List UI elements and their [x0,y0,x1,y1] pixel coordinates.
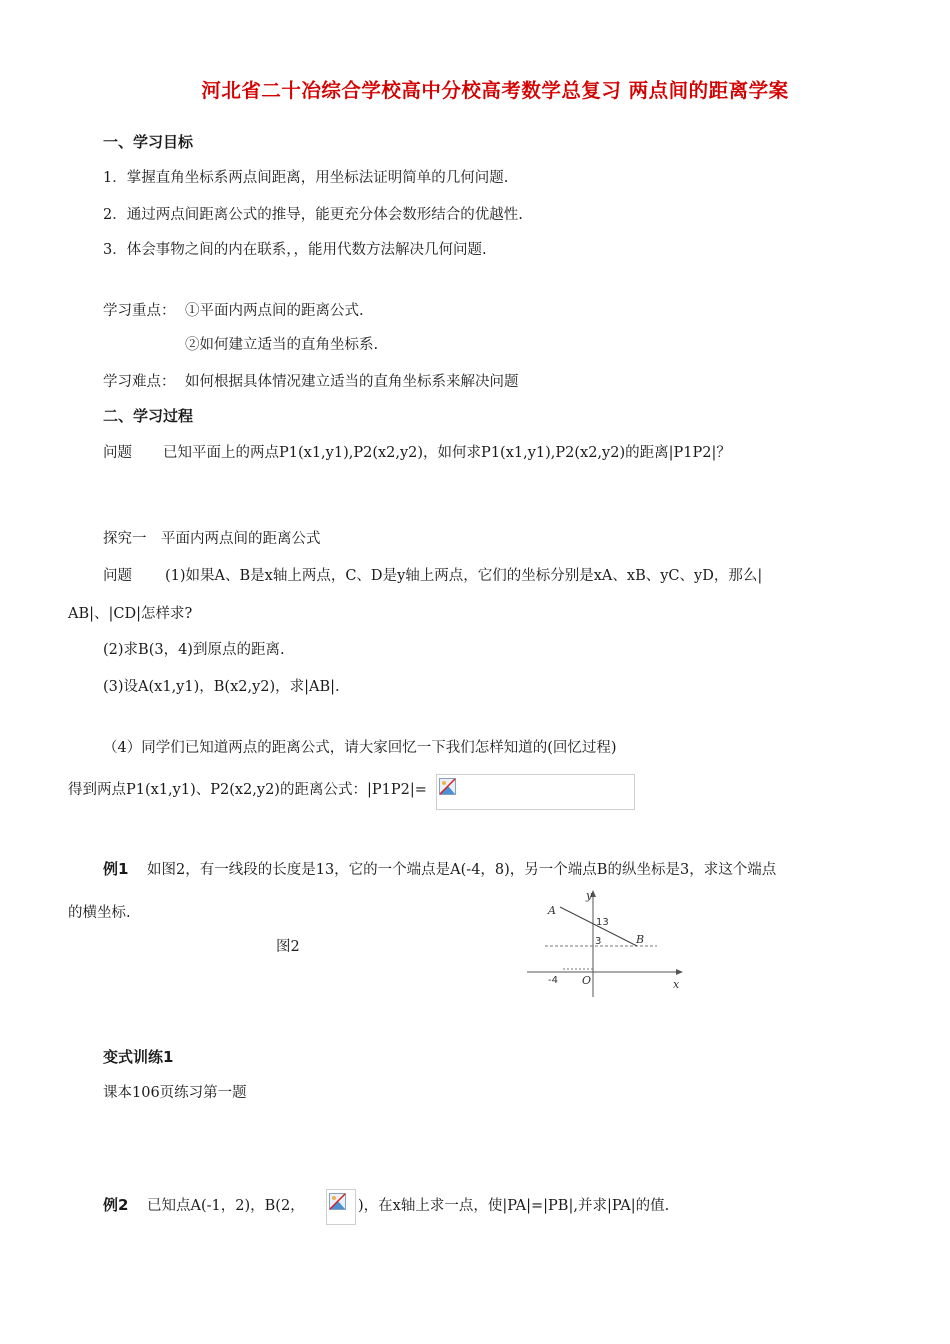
section-heading-process: 二、学习过程 [103,407,194,425]
figure-caption: 图2 [276,939,300,955]
focus-label: 学习重点： [103,303,176,319]
goal-item-3: 3．体会事物之间的内在联系，，能用代数方法解决几何问题. [103,242,487,258]
point-a-label: A [548,904,556,917]
difficulty-label: 学习难点： [103,374,176,390]
question-label: 问题 [103,445,132,461]
y-tick-label: 3 [595,936,602,947]
example2-image-placeholder [326,1189,356,1225]
formula-prefix: 得到两点 [68,782,126,798]
focus-item-1: ①平面内两点间的距离公式. [185,303,364,319]
formula-p2: P2(x2,y2) [210,782,280,798]
explore-q4: （4）同学们已知道两点的距离公式，请大家回忆一下我们怎样知道的(回忆过程) [103,740,617,756]
explore-question-label: 问题 [103,568,132,584]
example1-label: 例1 [103,860,129,878]
broken-image-icon [439,778,456,795]
formula-lhs: |P1P2|= [366,782,427,798]
goal-item-2: 2．通过两点间距离公式的推导，能更充分体会数形结合的优越性. [103,207,523,223]
figure-2-diagram [525,885,690,1000]
x-axis-arrow [676,969,683,975]
length-label: 13 [596,917,609,928]
section-heading-goals: 一、学习目标 [103,133,194,151]
explore-q1-line1: (1)如果A、B是x轴上两点，C、D是y轴上两点，它们的坐标分别是xA、xB、yC、yD，那么| [165,568,763,584]
y-axis-label: y [586,889,593,902]
explore-q2: (2)求B(3，4)到原点的距离. [103,642,285,658]
example1-line1: 如图2，有一线段的长度是13，它的一个端点是A(-4，8)，另一个端点B的纵坐标是3，求这个端点 [147,862,777,878]
point-b-label: B [636,933,645,946]
example2-label: 例2 [103,1196,129,1214]
page-title: 河北省二十冶综合学校高中分校高考数学总复习 两点间的距离学案 [201,79,789,102]
explore-q3: (3)设A(x1,y1)，B(x2,y2)，求|AB|. [103,679,340,695]
question-text: 已知平面上的两点P1(x1,y1),P2(x2,y2)，如何求P1(x1,y1),P2(x2,y2)的距离|P1P2|？ [163,445,731,461]
difficulty-text: 如何根据具体情况建立适当的直角坐标系来解决问题 [185,374,519,390]
focus-item-2: ②如何建立适当的直角坐标系. [185,337,379,353]
x-axis-label: x [673,978,680,991]
broken-image-icon [329,1193,346,1210]
formula-separator: 、 [195,782,211,798]
example1-line2: 的横坐标. [68,905,131,921]
example2-before: 已知点A(-1，2)，B(2， [147,1198,305,1214]
variant-heading: 变式训练1 [103,1048,174,1066]
formula-mid: 的距离公式： [279,782,367,798]
variant-text: 课本106页练习第一题 [103,1085,247,1101]
explore-heading: 探究一 平面内两点间的距离公式 [103,531,321,547]
explore-q1-line2: AB|、|CD|怎样求? [68,606,193,622]
origin-label: O [582,974,592,987]
formula-line [68,778,427,799]
x-tick-label: -4 [548,975,558,986]
formula-p1: P1(x1,y1) [126,782,196,798]
example2-after: )，在x轴上求一点，使|PA|=|PB|,并求|PA|的值. [358,1198,670,1214]
formula-image-placeholder [436,774,635,810]
goal-item-1: 1．掌握直角坐标系两点间距离，用坐标法证明简单的几何问题. [103,170,509,186]
